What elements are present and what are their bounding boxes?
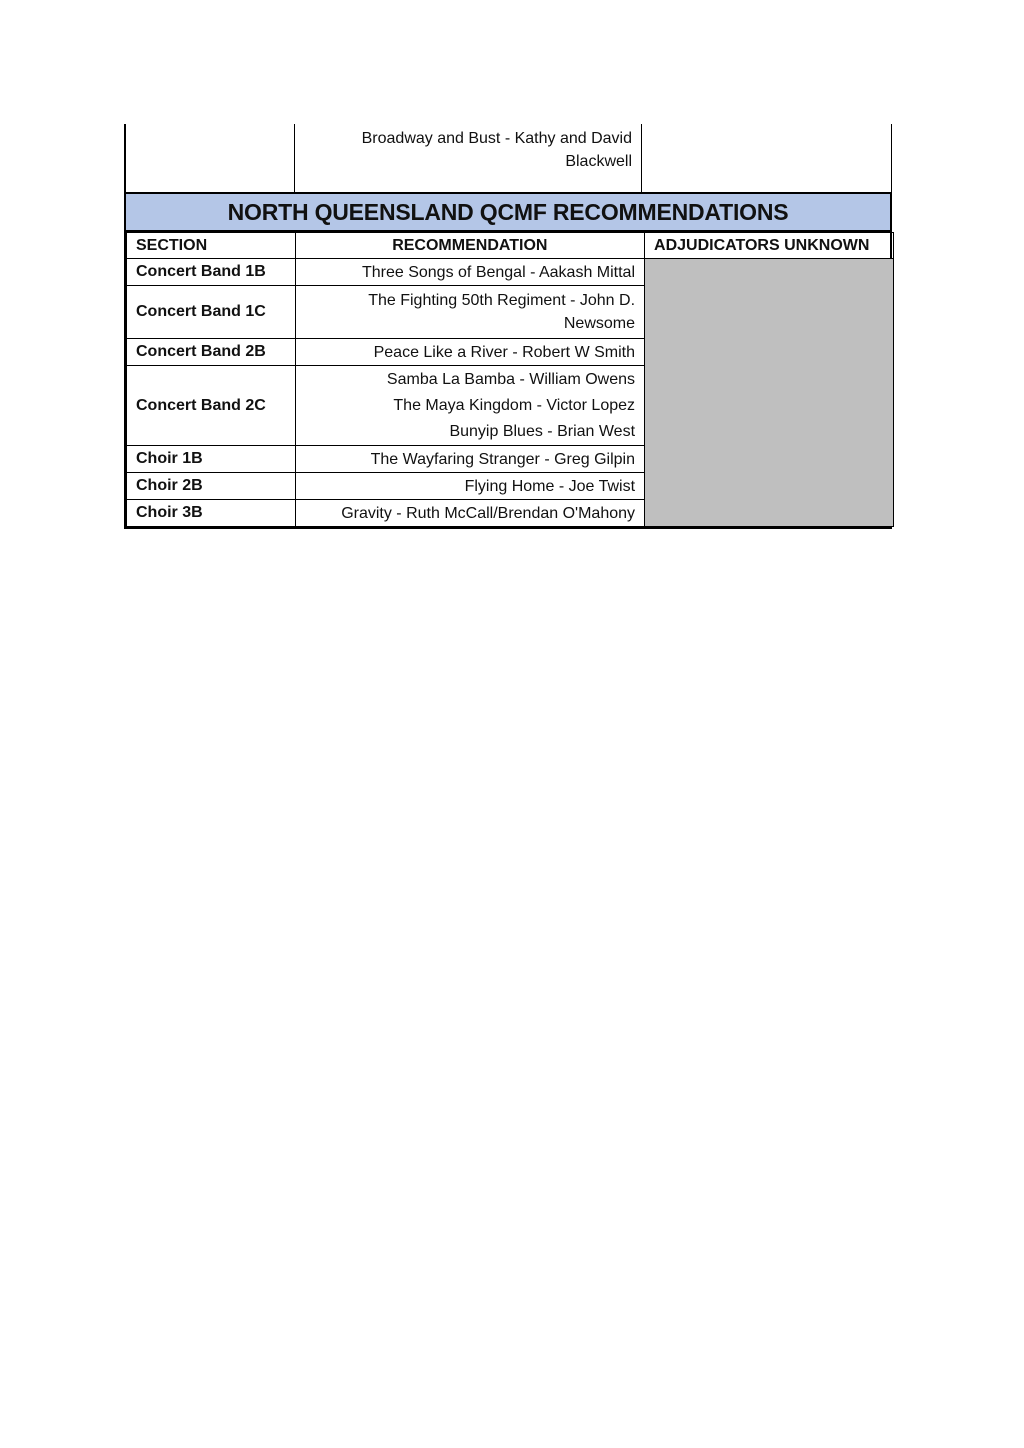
recommendation-item: The Fighting 50th Regiment - John D. Newsome <box>368 292 636 332</box>
recommendation-cell <box>295 446 644 473</box>
recommendation-item: Peace Like a River - Robert W Smith <box>373 343 636 361</box>
recommendation-item: Flying Home - Joe Twist <box>464 477 636 495</box>
recommendation-cell <box>295 339 644 366</box>
recommendation-cell <box>295 286 644 339</box>
recommendations-sheet <box>124 124 892 529</box>
section-header: SECTION <box>127 233 296 259</box>
recommendation-cell <box>295 259 644 286</box>
recommendation-cell <box>295 500 644 527</box>
recommendation-cell <box>295 366 644 446</box>
recommendation-item: Bunyip Blues - Brian West <box>449 422 636 440</box>
recommendation-cell <box>295 473 644 500</box>
section-cell: Concert Band 1B <box>127 259 296 286</box>
previous-recommendation-cell: Broadway and Bust - Kathy and David Blackwell <box>294 124 642 192</box>
section-cell: Concert Band 1C <box>127 286 296 339</box>
recommendation-item: Samba La Bamba - William Owens <box>386 370 636 388</box>
section-cell: Choir 3B <box>127 500 296 527</box>
section-cell: Concert Band 2C <box>127 366 296 446</box>
recommendations-table <box>126 232 894 527</box>
recommendation-item: The Maya Kingdom - Victor Lopez <box>393 396 636 414</box>
previous-table-row <box>124 124 892 194</box>
recommendations-table-frame <box>124 232 892 529</box>
recommendation-header: RECOMMENDATION <box>295 233 644 259</box>
recommendation-item: The Wayfaring Stranger - Greg Gilpin <box>370 450 636 468</box>
section-cell: Choir 1B <box>127 446 296 473</box>
region-banner-title: NORTH QUEENSLAND QCMF RECOMMENDATIONS <box>124 194 892 232</box>
section-cell: Concert Band 2B <box>127 339 296 366</box>
recommendation-item: Gravity - Ruth McCall/Brendan O'Mahony <box>341 504 636 522</box>
recommendation-item: Three Songs of Bengal - Aakash Mittal <box>361 263 636 281</box>
table-row <box>127 259 894 286</box>
adjudicators-header: ADJUDICATORS UNKNOWN <box>645 233 894 259</box>
section-cell: Choir 2B <box>127 473 296 500</box>
adjudicators-shaded-cell <box>645 259 894 527</box>
table-header-row <box>127 233 894 259</box>
